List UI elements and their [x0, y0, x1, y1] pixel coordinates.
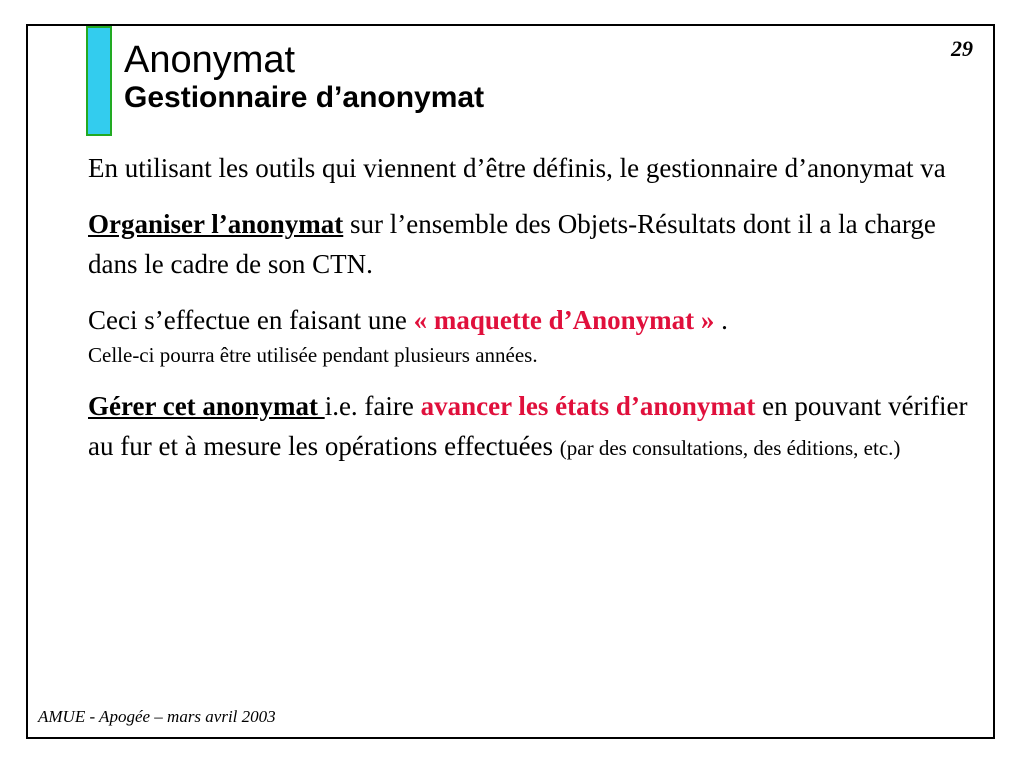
slide-title: Anonymat: [124, 39, 296, 81]
paragraph-gerer: [88, 386, 983, 468]
paragraph-organiser: [88, 204, 983, 284]
maquette-text-end: .: [714, 305, 728, 335]
organiser-heading: Organiser l’anonymat: [88, 209, 344, 239]
slide-body: [88, 148, 983, 484]
title-accent-bar: [86, 26, 112, 136]
gerer-text: en pouvant vérifier au fur et à mesure les opérations effectuées: [88, 391, 968, 461]
maquette-text-start: Ceci s’effectue en faisant une: [88, 305, 414, 335]
slide: [26, 24, 995, 739]
title-block: [124, 40, 484, 116]
gerer-heading: Gérer cet anonymat: [88, 391, 325, 421]
footer-text: AMUE - Apogée – mars avril 2003: [38, 707, 276, 726]
organiser-text: sur l’ensemble des Objets-Résultats dont il a la charge dans le cadre de son CTN.: [88, 209, 936, 279]
gerer-highlight: avancer les états d’anonymat: [420, 391, 756, 421]
page-number: 29: [951, 36, 973, 61]
paragraph-maquette: [88, 300, 983, 340]
maquette-highlight: « maquette d’Anonymat »: [413, 305, 715, 335]
slide-subtitle: Gestionnaire d’anonymat: [124, 81, 485, 114]
paragraph-intro: En utilisant les outils qui viennent d’être définis, le gestionnaire d’anonymat va: [88, 153, 946, 183]
paragraph-maquette-note: Celle-ci pourra être utilisée pendant plusieurs années.: [88, 343, 538, 367]
gerer-note: (par des consultations, des éditions, etc.): [559, 436, 901, 460]
gerer-ie: i.e. faire: [324, 391, 421, 421]
